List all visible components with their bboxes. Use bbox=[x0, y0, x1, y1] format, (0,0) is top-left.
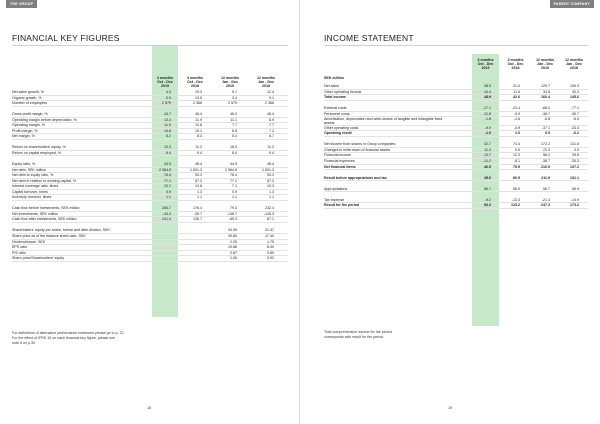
table-row bbox=[324, 131, 588, 137]
table-cell: 44.9 bbox=[164, 161, 171, 166]
table-cell: 131.6 bbox=[570, 142, 579, 147]
table-cell: 80.5 bbox=[513, 175, 520, 180]
table-cell: 77.1 bbox=[230, 178, 237, 183]
table-cell: -21.3 bbox=[541, 197, 550, 202]
column-header: 12 months Jan - Dec 2018 bbox=[565, 58, 583, 71]
table-cell: 8.4 bbox=[232, 150, 237, 155]
row-label: Operating result bbox=[324, 131, 352, 136]
table-cell: 1.0 bbox=[515, 131, 520, 136]
row-label: Net debt, SEK million bbox=[12, 167, 46, 172]
table-cell: 123.2 bbox=[511, 203, 520, 208]
income-statement-table bbox=[324, 84, 588, 209]
table-cell: 11.9 bbox=[164, 123, 171, 128]
table-cell: -13.3 bbox=[511, 197, 520, 202]
table-cell: -43.3 bbox=[162, 211, 171, 216]
table-cell: 176.4 bbox=[193, 206, 202, 211]
column-header: 3 months Oct - Dec 2018 bbox=[507, 58, 524, 71]
row-label: Appropriations bbox=[324, 186, 348, 191]
table-cell: -77.1 bbox=[570, 106, 579, 111]
row-label: Shareholders' equity per share, before and after dilution, SEK bbox=[12, 228, 110, 233]
row-label: Tax expense bbox=[324, 197, 345, 202]
table-cell: 56.9 bbox=[572, 186, 579, 191]
table-cell: 3.4 bbox=[232, 95, 237, 100]
row-label: Result for the period bbox=[324, 203, 360, 208]
table-cell: 105.3 bbox=[570, 84, 579, 88]
table-cell: -6.3 bbox=[572, 117, 579, 122]
row-label: Net sales bbox=[324, 84, 339, 88]
row-label: Interest coverage ratio, times bbox=[12, 184, 59, 189]
row-label: Net debt in relation to working capital, % bbox=[12, 178, 77, 183]
table-cell: -17.1 bbox=[482, 106, 491, 111]
row-label: Share price/Shareholders' equity bbox=[12, 256, 65, 261]
table-cell: 10.3 bbox=[164, 145, 171, 150]
column-header: 3 months Oct - Dec 2019 bbox=[157, 76, 173, 89]
table-cell: 31.47 bbox=[265, 228, 274, 233]
table-cell: -36.7 bbox=[570, 111, 579, 116]
table-cell: 1.1 bbox=[166, 195, 171, 200]
table-cell: 39.80 bbox=[228, 233, 237, 238]
table-cell: 11.2 bbox=[195, 145, 202, 150]
table-cell: 11.1 bbox=[230, 117, 237, 122]
table-cell: -1.0 bbox=[484, 131, 491, 136]
column-header: 3 months Oct - Dec 2018 bbox=[187, 76, 203, 89]
table-cell: 0.87 bbox=[230, 250, 237, 255]
table-cell: -1.8 bbox=[484, 117, 491, 122]
table-row bbox=[12, 195, 288, 201]
table-cell: -39.7 bbox=[193, 211, 202, 216]
table-cell: 0.9 bbox=[574, 147, 579, 152]
table-cell: 1.75 bbox=[267, 239, 274, 244]
table-cell: -5.8 bbox=[543, 117, 550, 122]
table-cell: 0.9 bbox=[166, 189, 171, 194]
table-cell: 1 831.3 bbox=[190, 167, 202, 172]
table-cell: 284.7 bbox=[162, 206, 171, 211]
row-label: Dividend/share, SEK bbox=[12, 239, 46, 244]
table-cell: -69.3 bbox=[228, 217, 237, 222]
section-tag: PARENT COMPANY bbox=[550, 0, 594, 8]
row-label: External costs bbox=[324, 106, 347, 111]
table-cell: -37.1 bbox=[541, 125, 550, 130]
table-cell: 93.3 bbox=[484, 203, 491, 208]
table-cell: 8.9 bbox=[269, 117, 274, 122]
table-cell: 78.4 bbox=[164, 173, 171, 178]
table-cell: 0.9 bbox=[515, 147, 520, 152]
row-label: Net sales growth, % bbox=[12, 90, 44, 94]
table-cell: 9.1 bbox=[269, 95, 274, 100]
table-cell: 8.4 bbox=[166, 150, 171, 155]
table-cell: 21.3 bbox=[543, 147, 550, 152]
row-label: Equity ratio, % bbox=[12, 161, 36, 166]
column-header: 12 months Jan - Dec 2019 bbox=[221, 76, 239, 89]
table-cell: 6.8 bbox=[232, 128, 237, 133]
table-cell: 44.7 bbox=[164, 112, 171, 117]
table-cell: -38.7 bbox=[541, 111, 550, 116]
table-cell: 31.0 bbox=[513, 84, 520, 88]
table-cell: 87.1 bbox=[267, 217, 274, 222]
table-cell: 1.1 bbox=[232, 195, 237, 200]
table-cell: 10.1 bbox=[195, 128, 202, 133]
table-cell: 2 366 bbox=[265, 101, 274, 106]
row-label: Result before appropriations and tax bbox=[324, 175, 387, 180]
section-tag: THE GROUP bbox=[6, 0, 37, 8]
table-cell: -9.9 bbox=[513, 111, 520, 116]
row-label: Changes in write-down of financial assets bbox=[324, 147, 391, 152]
table-row bbox=[12, 217, 288, 223]
table-cell: 172.2 bbox=[541, 142, 550, 147]
table-cell: 1.3 bbox=[197, 189, 202, 194]
table-cell: 1 831.3 bbox=[262, 167, 274, 172]
table-cell: 74.4 bbox=[513, 142, 520, 147]
table-cell: 56.7 bbox=[484, 186, 491, 191]
table-cell: -6.2 bbox=[572, 131, 579, 136]
table-cell: 211.9 bbox=[541, 175, 550, 180]
row-label: Share price as of the balance sheet date, SEK bbox=[12, 233, 86, 238]
row-label: Profit margin, % bbox=[12, 128, 38, 133]
table-cell: 7.7 bbox=[269, 123, 274, 128]
page-title: FINANCIAL KEY FIGURES bbox=[12, 33, 120, 43]
table-row bbox=[12, 101, 288, 107]
table-cell: 4.3 bbox=[166, 90, 171, 94]
table-cell: 160.4 bbox=[541, 95, 550, 100]
table-cell: -148.7 bbox=[226, 211, 237, 216]
table-cell: 1.06 bbox=[230, 256, 237, 261]
table-cell: 131.1 bbox=[570, 175, 579, 180]
table-cell: 0.9 bbox=[232, 189, 237, 194]
table-cell: 10.4 bbox=[484, 89, 491, 94]
table-cell: -9.2 bbox=[484, 197, 491, 202]
column-header: 3 months Oct - Dec 2019 bbox=[477, 58, 494, 71]
table-cell: 13.3 bbox=[164, 117, 171, 122]
table-cell: -14.9 bbox=[570, 197, 579, 202]
table-cell: 232.4 bbox=[265, 206, 274, 211]
table-cell: 1.1 bbox=[269, 195, 274, 200]
table-row bbox=[324, 117, 588, 126]
table-cell: 10.66 bbox=[228, 245, 237, 250]
table-cell: 9.4 bbox=[197, 150, 202, 155]
table-cell: 48.4 bbox=[267, 161, 274, 166]
table-cell: 48.4 bbox=[195, 161, 202, 166]
row-label: Net debt to equity ratio, % bbox=[12, 173, 54, 178]
table-cell: 38.5 bbox=[484, 84, 491, 88]
row-label: Net income from shares in Group companies bbox=[324, 142, 396, 147]
table-cell: 7.7 bbox=[232, 123, 237, 128]
row-label: Other operating income bbox=[324, 89, 362, 94]
table-cell: -8.1 bbox=[513, 158, 520, 163]
table-cell: 34.8 bbox=[543, 89, 550, 94]
table-cell: 47.40 bbox=[265, 233, 274, 238]
table-row bbox=[324, 176, 588, 182]
table-cell: 5.7 bbox=[269, 134, 274, 139]
table-row bbox=[324, 165, 588, 171]
table-row bbox=[12, 256, 288, 262]
table-cell: 14.8 bbox=[195, 184, 202, 189]
right-page bbox=[300, 0, 600, 424]
table-cell: 0.9 bbox=[545, 131, 550, 136]
table-cell: -1.6 bbox=[513, 117, 520, 122]
table-cell: 10.3 bbox=[267, 184, 274, 189]
table-cell: 11.6 bbox=[513, 89, 520, 94]
table-cell: 7.2 bbox=[269, 128, 274, 133]
row-label: Total income bbox=[324, 95, 346, 100]
row-label: Gross profit margin, % bbox=[12, 112, 48, 117]
table-row bbox=[324, 95, 588, 101]
table-cell: 5.7 bbox=[232, 90, 237, 94]
table-cell: 56.9 bbox=[513, 186, 520, 191]
table-cell: 46.5 bbox=[484, 164, 491, 169]
row-label: Capital turnover, times bbox=[12, 189, 48, 194]
table-cell: 78.4 bbox=[230, 173, 237, 178]
table-cell: -68.0 bbox=[541, 106, 550, 111]
table-cell: 12.4 bbox=[267, 90, 274, 94]
row-label: P/S ratio bbox=[12, 250, 26, 255]
table-cell: 8.3 bbox=[197, 134, 202, 139]
table-cell: 0.9 bbox=[166, 95, 171, 100]
table-cell: 42.6 bbox=[513, 95, 520, 100]
table-cell: -24.4 bbox=[511, 106, 520, 111]
table-cell: 19.3 bbox=[195, 90, 202, 94]
table-cell: 241.4 bbox=[162, 217, 171, 222]
table-row bbox=[324, 203, 588, 209]
table-cell: 32.7 bbox=[484, 142, 491, 147]
row-label: Operating margin before depreciation, % bbox=[12, 117, 77, 122]
table-cell: 45.6 bbox=[484, 175, 491, 180]
table-cell: 9.4 bbox=[269, 150, 274, 155]
row-label: Organic growth, % bbox=[12, 95, 42, 100]
page-title: INCOME STATEMENT bbox=[324, 33, 414, 43]
footnote: Total comprehensive income for the period corresponds with result for the period. bbox=[324, 330, 392, 339]
table-cell: 18.3 bbox=[230, 145, 237, 150]
table-cell: 0.92 bbox=[267, 256, 274, 261]
table-cell: 46.4 bbox=[195, 112, 202, 117]
table-cell: 12.3 bbox=[513, 153, 520, 158]
table-cell: -11.2 bbox=[483, 158, 491, 163]
table-cell: -11.8 bbox=[483, 111, 491, 116]
table-cell: 2.25 bbox=[230, 239, 237, 244]
row-label: Amortisation, depreciation and write-downs of tangible and intangible fixed assets bbox=[324, 117, 443, 126]
table-cell: 210.9 bbox=[541, 164, 550, 169]
row-label: Operating margin, % bbox=[12, 123, 45, 128]
row-label: Other operating costs bbox=[324, 125, 359, 130]
table-cell: 67.3 bbox=[267, 178, 274, 183]
row-label: Net margin, % bbox=[12, 134, 35, 139]
table-cell: 2 366 bbox=[193, 101, 202, 106]
table-cell: 7.1 bbox=[232, 184, 237, 189]
table-cell: 39.6 bbox=[572, 153, 579, 158]
table-cell: 10.1 bbox=[164, 184, 171, 189]
table-row bbox=[12, 151, 288, 157]
table-cell: 11.9 bbox=[195, 117, 202, 122]
table-cell: 44.9 bbox=[230, 161, 237, 166]
table-cell: -9.9 bbox=[484, 125, 491, 130]
table-cell: 53.3 bbox=[195, 173, 202, 178]
table-cell: 173.2 bbox=[570, 203, 579, 208]
title-divider bbox=[324, 45, 588, 46]
table-cell: 10.8 bbox=[195, 123, 202, 128]
row-label: Number of employees bbox=[12, 101, 48, 106]
row-label: EPS ratio bbox=[12, 245, 28, 250]
row-label: Net financial items bbox=[324, 164, 356, 169]
table-row bbox=[324, 187, 588, 193]
table-cell: 53.3 bbox=[267, 173, 274, 178]
column-header: 12 months Jan - Dec 2018 bbox=[257, 76, 275, 89]
table-cell: 11.2 bbox=[267, 145, 274, 150]
row-label: Personnel costs bbox=[324, 111, 350, 116]
table-cell: 56.2 bbox=[543, 153, 550, 158]
footnote: For definitions of alternative performance measures please go to p. 22 For the effect of IFRS 16 on each financial key figure, please see note 8 on p.39 bbox=[12, 331, 124, 345]
table-cell: 0.89 bbox=[267, 250, 274, 255]
table-cell: 79.3 bbox=[230, 206, 237, 211]
row-label: Financial expenses bbox=[324, 158, 355, 163]
unit-label: SEK million bbox=[324, 76, 344, 80]
table-row bbox=[12, 134, 288, 140]
table-cell: 1.3 bbox=[269, 189, 274, 194]
table-cell: -145.3 bbox=[263, 211, 274, 216]
title-divider bbox=[12, 45, 288, 46]
row-label: Financial income bbox=[324, 153, 351, 158]
table-cell: 2 964.8 bbox=[225, 167, 237, 172]
table-cell: 145.6 bbox=[570, 95, 579, 100]
table-cell: 2 579 bbox=[162, 101, 171, 106]
column-header: 12 months Jan - Dec 2019 bbox=[536, 58, 554, 71]
row-label: Cash flow before investments, SEK million bbox=[12, 206, 80, 211]
table-cell: 46.4 bbox=[267, 112, 274, 117]
table-cell: 13.8 bbox=[195, 95, 202, 100]
table-cell: 67.3 bbox=[195, 178, 202, 183]
table-cell: 2 964.8 bbox=[159, 167, 171, 172]
table-cell: 40.3 bbox=[572, 89, 579, 94]
table-cell: 137.2 bbox=[570, 164, 579, 169]
table-cell: 8.2 bbox=[166, 134, 171, 139]
table-cell: 8.40 bbox=[267, 245, 274, 250]
table-cell: 48.9 bbox=[484, 95, 491, 100]
table-cell: -35.3 bbox=[570, 158, 579, 163]
table-cell: -4.9 bbox=[513, 125, 520, 130]
table-cell: 34.59 bbox=[228, 228, 237, 233]
table-cell: 247.3 bbox=[541, 203, 550, 208]
key-figures-table bbox=[12, 90, 288, 262]
table-cell: 125.7 bbox=[541, 84, 550, 88]
table-cell: 77.1 bbox=[164, 178, 171, 183]
table-cell: 46.3 bbox=[230, 112, 237, 117]
row-label: Return on shareholders' equity, % bbox=[12, 145, 66, 150]
table-cell: 13.7 bbox=[484, 153, 491, 158]
row-label: Inventory turnover, times bbox=[12, 195, 52, 200]
row-label: Return on capital employed, % bbox=[12, 150, 61, 155]
page-number: 19 bbox=[448, 406, 453, 410]
table-cell: 56.7 bbox=[543, 186, 550, 191]
table-cell: 11.3 bbox=[484, 147, 491, 152]
table-cell: 2 579 bbox=[228, 101, 237, 106]
table-cell: 10.8 bbox=[164, 128, 171, 133]
row-label: Cash flow after investments, SEK million bbox=[12, 217, 77, 222]
table-cell: -38.7 bbox=[541, 158, 550, 163]
page-number: 18 bbox=[147, 406, 152, 410]
table-cell: 79.5 bbox=[513, 164, 520, 169]
row-label: Net investments, SEK million bbox=[12, 211, 59, 216]
table-cell: 136.7 bbox=[193, 217, 202, 222]
table-cell: -33.4 bbox=[570, 125, 579, 130]
table-cell: 5.4 bbox=[232, 134, 237, 139]
table-cell: 1.1 bbox=[197, 195, 202, 200]
